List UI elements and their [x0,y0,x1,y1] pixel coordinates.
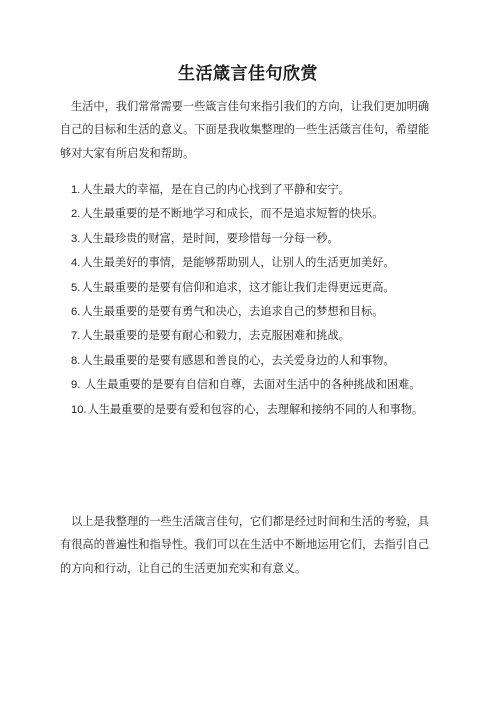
list-item [60,398,438,422]
list-item-number: 6. [71,306,81,319]
list-item [60,373,438,397]
list-item [60,227,438,251]
list-item-number: 7. [71,330,81,343]
list-item-number: 10. [71,403,87,416]
list-item [60,251,438,275]
list-item-number: 8. [71,354,81,367]
list-item-number: 5. [71,281,81,294]
list-item-text: 人生最重要的是要有自信和自尊，去面对生活中的各种挑战和困难。 [81,378,421,392]
list-item-text: 人生最重要的是要有信仰和追求，这才能让我们走得更远更高。 [81,280,395,294]
list-item-text: 人生最重要的是要有耐心和毅力，去克服困难和挑战。 [81,329,350,343]
list-item-text: 人生最大的幸福，是在自己的内心找到了平静和安宁。 [81,183,350,196]
list-item-number: 4. [71,257,81,270]
list-item [60,202,438,226]
intro-paragraph: 生活中，我们常常需要一些箴言佳句来指引我们的方向，让我们更加明确自己的目标和生活的意义。下面是我收集整理的一些生活箴言佳句，希望能够对大家有所启发和帮助。 [60,100,430,160]
closing-paragraph: 以上是我整理的一些生活箴言佳句，它们都是经过时间和生活的考验，具有很高的普遍性和指导性。我们可以在生活中不断地运用它们，去指引自己的方向和行动，让自己的生活更加充实和有意义。 [60,515,430,575]
list-item-text: 人生最重要的是要有感恩和善良的心，去关爱身边的人和事物。 [81,353,395,367]
list-item-number: 3. [71,232,81,245]
list-item [60,324,438,348]
list-item-text: 人生最珍贵的财富，是时间，要珍惜每一分每一秒。 [81,231,339,245]
list-item [60,276,438,300]
quote-list [60,178,438,422]
list-item-number: 9. [71,379,81,392]
page-title: 生活箴言佳句欣赏 [178,64,318,84]
list-item [60,178,438,202]
list-item [60,300,438,324]
list-item-text: 人生最重要的是不断地学习和成长，而不是追求短暂的快乐。 [81,207,384,221]
list-item-number: 2. [71,208,81,221]
list-item-text: 人生最重要的是要有爱和包容的心，去理解和接纳不同的人和事物。 [87,402,424,416]
list-item-text: 人生最美好的事情，是能够帮助别人，让别人的生活更加美好。 [81,256,395,270]
list-item-text: 人生最重要的是要有勇气和决心，去追求自己的梦想和目标。 [81,305,384,319]
list-item [60,349,438,373]
list-item-number: 1. [71,184,81,196]
